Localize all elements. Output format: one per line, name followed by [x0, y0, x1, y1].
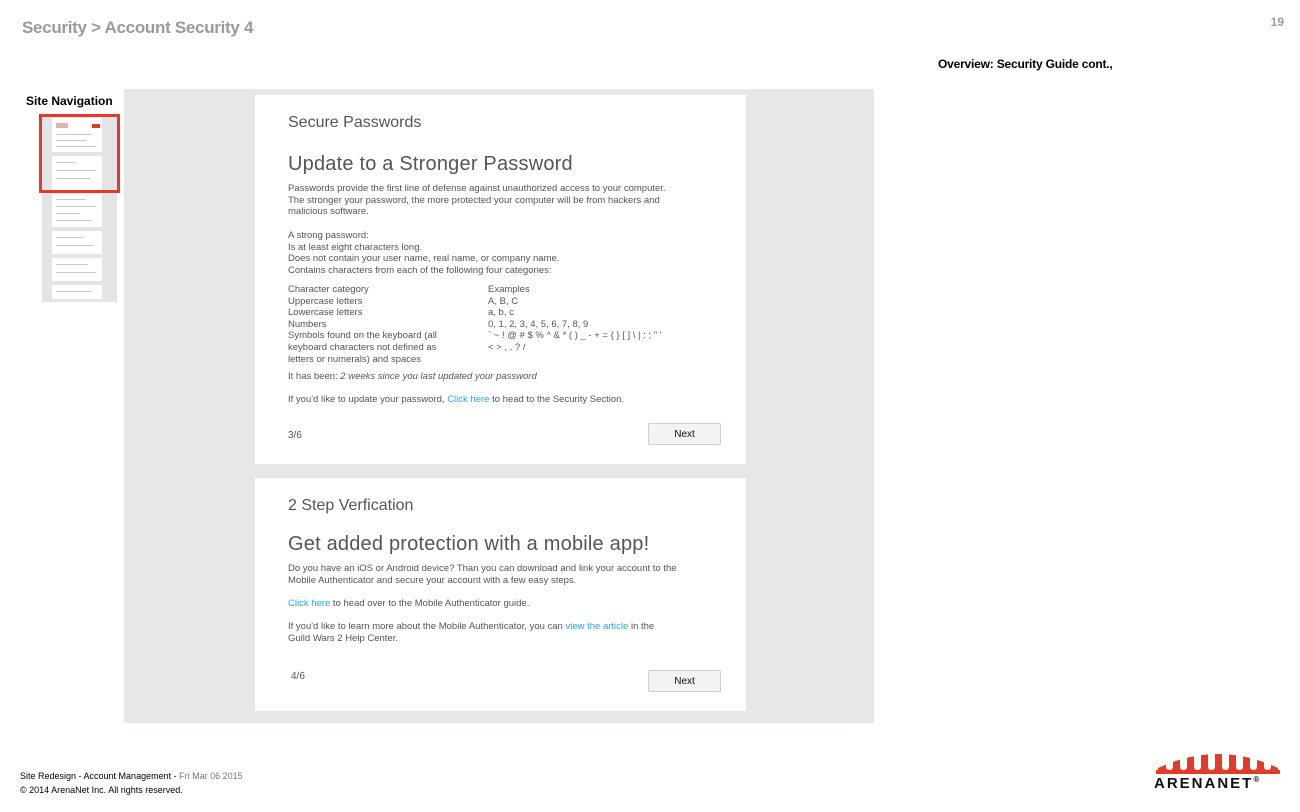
- security-section-link[interactable]: Click here: [447, 394, 490, 405]
- two-step-verification-card: [255, 478, 746, 711]
- section-title: 2 Step Verfication: [288, 497, 414, 514]
- site-navigation-label: Site Navigation: [26, 94, 113, 108]
- authenticator-guide-link[interactable]: Click here: [288, 598, 331, 609]
- table-row: Symbols found on the keyboard (all ` ~ ! @ # $ % ^ & * ( ) _ - + = { } [ ] \ | : ; " ': [288, 330, 662, 342]
- secure-passwords-card: [255, 95, 746, 464]
- card-heading: Get added protection with a mobile app!: [288, 533, 650, 555]
- next-button[interactable]: Next: [648, 423, 721, 445]
- content-canvas: [124, 89, 874, 723]
- table-row: Uppercase letters A, B, C: [288, 295, 519, 307]
- table-row: letters or numerals) and spaces: [288, 353, 422, 365]
- logo-wordmark: ARENANET®: [1154, 775, 1260, 792]
- last-updated-value: 2 weeks since you last updated your password: [340, 371, 537, 382]
- footer-copyright: © 2014 ArenaNet Inc. All rights reserved.: [20, 785, 183, 795]
- overview-label: Overview: Security Guide cont.,: [938, 57, 1113, 71]
- thumbnail-card: [52, 194, 102, 227]
- step-indicator: 4/6: [291, 671, 305, 682]
- footer-title: Site Redesign - Account Management - Fri Mar 06 2015: [20, 771, 243, 781]
- table-row: Numbers 0, 1, 2, 3, 4, 5, 6, 7, 8, 9: [288, 318, 589, 330]
- thumbnail-card: [52, 231, 102, 254]
- page-title: Security > Account Security 4: [22, 18, 254, 37]
- last-updated-status: It has been: 2 weeks since you last updated your password: [288, 371, 537, 382]
- intro-text: Do you have an iOS or Android device? Than you can download and link your account to the Mobile Authenticator and secure your account with a few easy steps.: [288, 563, 677, 586]
- category-table-header: Character category Examples: [288, 284, 530, 295]
- thumbnail-card: [52, 285, 102, 299]
- table-row: keyboard characters not defined as < > , . ? /: [288, 342, 526, 353]
- page-number: 19: [1270, 15, 1284, 29]
- current-page-highlight: [39, 114, 120, 193]
- password-criteria: A strong password: Is at least eight characters long. Does not contain your user name, real name, or company name. Contains characters from each of the following four categories:: [288, 230, 560, 276]
- step-indicator: 3/6: [288, 430, 302, 441]
- view-article-link[interactable]: view the article: [565, 621, 629, 632]
- authenticator-guide-text: Click here to head over to the Mobile Authenticator guide.: [288, 598, 530, 609]
- table-row: Lowercase letters a, b, c: [288, 307, 514, 319]
- update-password-text: If you'd like to update your password, Click here to head to the Security Section.: [288, 394, 625, 405]
- arenanet-logo: [1154, 742, 1286, 794]
- card-heading: Update to a Stronger Password: [288, 153, 573, 175]
- next-button[interactable]: Next: [648, 670, 721, 692]
- intro-text: Passwords provide the first line of defense against unauthorized access to your computer. The stronger your password, the more protected your computer will be from hackers and malicious software.: [288, 183, 666, 218]
- learn-more-text: If you'd like to learn more about the Mobile Authenticator, you can view the article in the Guild Wars 2 Help Center.: [288, 621, 655, 644]
- footer-date: Fri Mar 06 2015: [179, 771, 243, 781]
- thumbnail-card: [52, 258, 102, 281]
- section-title: Secure Passwords: [288, 114, 422, 131]
- arenanet-arch-icon: [1154, 742, 1282, 774]
